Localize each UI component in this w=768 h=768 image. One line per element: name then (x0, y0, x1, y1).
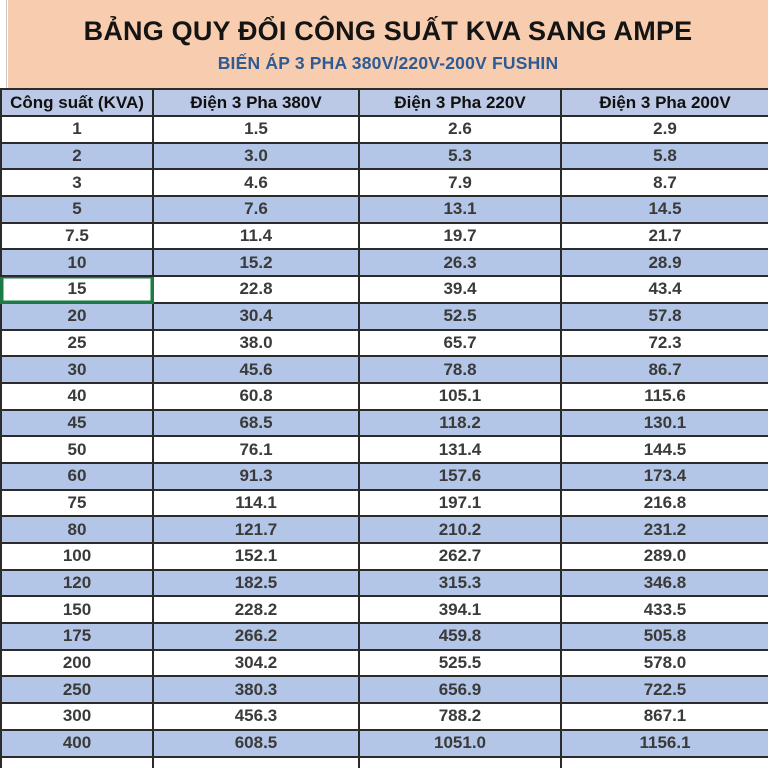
kva-cell[interactable]: 60 (1, 463, 153, 490)
ampere-cell[interactable]: 182.5 (153, 570, 359, 597)
table-body (1, 116, 768, 768)
table-row (1, 650, 768, 677)
ampere-cell[interactable]: 505.8 (561, 623, 768, 650)
ampere-cell[interactable]: 60.8 (153, 383, 359, 410)
ampere-cell[interactable]: 118.2 (359, 410, 561, 437)
ampere-cell[interactable]: 43.4 (561, 276, 768, 303)
table-row (1, 543, 768, 570)
ampere-cell[interactable]: 346.8 (561, 570, 768, 597)
table-row (1, 676, 768, 703)
kva-cell[interactable]: 45 (1, 410, 153, 437)
table-row (1, 516, 768, 543)
ampere-cell[interactable]: 45.6 (153, 356, 359, 383)
kva-cell[interactable]: 10 (1, 249, 153, 276)
kva-cell[interactable]: 400 (1, 730, 153, 757)
table-row (1, 276, 768, 303)
ampere-cell[interactable]: 4.6 (153, 169, 359, 196)
kva-cell[interactable]: 250 (1, 676, 153, 703)
kva-cell[interactable]: 2 (1, 143, 153, 170)
kva-cell[interactable]: 25 (1, 330, 153, 357)
kva-cell[interactable]: 75 (1, 490, 153, 517)
ampere-cell[interactable]: 13.1 (359, 196, 561, 223)
ampere-cell[interactable]: 19.7 (359, 223, 561, 250)
ampere-cell[interactable]: 14.5 (561, 196, 768, 223)
selected-kva-cell[interactable]: 15 (1, 276, 153, 303)
ampere-cell[interactable]: 57.8 (561, 303, 768, 330)
table-row (1, 143, 768, 170)
ampere-cell[interactable]: 28.9 (561, 249, 768, 276)
empty-cell[interactable] (153, 757, 359, 768)
ampere-cell[interactable]: 157.6 (359, 463, 561, 490)
ampere-cell[interactable]: 130.1 (561, 410, 768, 437)
ampere-cell[interactable]: 394.1 (359, 596, 561, 623)
table-row (1, 730, 768, 757)
ampere-cell[interactable]: 39.4 (359, 276, 561, 303)
ampere-cell[interactable]: 867.1 (561, 703, 768, 730)
kva-cell[interactable]: 5 (1, 196, 153, 223)
ampere-cell[interactable]: 15.2 (153, 249, 359, 276)
ampere-cell[interactable]: 114.1 (153, 490, 359, 517)
table-row (1, 596, 768, 623)
ampere-cell[interactable]: 76.1 (153, 436, 359, 463)
page-subtitle: BIẾN ÁP 3 PHA 380V/220V-200V FUSHIN (217, 52, 559, 73)
ampere-cell[interactable]: 52.5 (359, 303, 561, 330)
ampere-cell[interactable]: 115.6 (561, 383, 768, 410)
ampere-cell[interactable]: 86.7 (561, 356, 768, 383)
cutoff-row (1, 757, 768, 768)
ampere-cell[interactable]: 152.1 (153, 543, 359, 570)
empty-cell[interactable] (359, 757, 561, 768)
ampere-cell[interactable]: 210.2 (359, 516, 561, 543)
ampere-cell[interactable]: 7.6 (153, 196, 359, 223)
ampere-cell[interactable]: 459.8 (359, 623, 561, 650)
ampere-cell[interactable]: 525.5 (359, 650, 561, 677)
kva-cell[interactable]: 300 (1, 703, 153, 730)
kva-cell[interactable]: 120 (1, 570, 153, 597)
ampere-cell[interactable]: 304.2 (153, 650, 359, 677)
table-row (1, 463, 768, 490)
kva-cell[interactable]: 100 (1, 543, 153, 570)
ampere-cell[interactable]: 315.3 (359, 570, 561, 597)
table-row (1, 330, 768, 357)
empty-cell[interactable] (1, 757, 153, 768)
ampere-cell[interactable]: 11.4 (153, 223, 359, 250)
ampere-cell[interactable]: 608.5 (153, 730, 359, 757)
ampere-cell[interactable]: 131.4 (359, 436, 561, 463)
col-header-kva[interactable]: Công suất (KVA) (1, 89, 153, 116)
ampere-cell[interactable]: 656.9 (359, 676, 561, 703)
table-header-row (1, 89, 768, 116)
ampere-cell[interactable]: 262.7 (359, 543, 561, 570)
kva-cell[interactable]: 150 (1, 596, 153, 623)
kva-cell[interactable]: 20 (1, 303, 153, 330)
col-header-380v[interactable]: Điện 3 Pha 380V (153, 89, 359, 116)
ampere-cell[interactable]: 3.0 (153, 143, 359, 170)
kva-to-ampere-table (0, 88, 768, 768)
table-row (1, 116, 768, 143)
kva-cell[interactable]: 3 (1, 169, 153, 196)
ampere-cell[interactable]: 8.7 (561, 169, 768, 196)
ampere-cell[interactable]: 380.3 (153, 676, 359, 703)
ampere-cell[interactable]: 788.2 (359, 703, 561, 730)
table-row (1, 169, 768, 196)
ampere-cell[interactable]: 289.0 (561, 543, 768, 570)
table-row (1, 570, 768, 597)
kva-cell[interactable]: 50 (1, 436, 153, 463)
table-row (1, 223, 768, 250)
ampere-cell[interactable]: 38.0 (153, 330, 359, 357)
table-row (1, 249, 768, 276)
table-row (1, 490, 768, 517)
ampere-cell[interactable]: 5.3 (359, 143, 561, 170)
ampere-cell[interactable]: 2.6 (359, 116, 561, 143)
page-title: BẢNG QUY ĐỔI CÔNG SUẤT KVA SANG AMPE (83, 16, 693, 47)
kva-cell[interactable]: 30 (1, 356, 153, 383)
table-row (1, 303, 768, 330)
ampere-cell[interactable]: 1.5 (153, 116, 359, 143)
col-header-220v[interactable]: Điện 3 Pha 220V (359, 89, 561, 116)
ampere-cell[interactable]: 722.5 (561, 676, 768, 703)
ampere-cell[interactable]: 68.5 (153, 410, 359, 437)
kva-cell[interactable]: 7.5 (1, 223, 153, 250)
ampere-cell[interactable]: 72.3 (561, 330, 768, 357)
ampere-cell[interactable]: 231.2 (561, 516, 768, 543)
ampere-cell[interactable]: 456.3 (153, 703, 359, 730)
ampere-cell[interactable]: 22.8 (153, 276, 359, 303)
ampere-cell[interactable]: 78.8 (359, 356, 561, 383)
ampere-cell[interactable]: 1051.0 (359, 730, 561, 757)
ampere-cell[interactable]: 26.3 (359, 249, 561, 276)
ampere-cell[interactable]: 5.8 (561, 143, 768, 170)
ampere-cell[interactable]: 266.2 (153, 623, 359, 650)
ampere-cell[interactable]: 7.9 (359, 169, 561, 196)
ampere-cell[interactable]: 197.1 (359, 490, 561, 517)
ampere-cell[interactable]: 121.7 (153, 516, 359, 543)
table-header-banner (8, 0, 768, 88)
table-row (1, 356, 768, 383)
col-header-200v[interactable]: Điện 3 Pha 200V (561, 89, 768, 116)
ampere-cell[interactable]: 578.0 (561, 650, 768, 677)
kva-cell[interactable]: 1 (1, 116, 153, 143)
ampere-cell[interactable]: 433.5 (561, 596, 768, 623)
table-row (1, 410, 768, 437)
ampere-cell[interactable]: 173.4 (561, 463, 768, 490)
table-row (1, 703, 768, 730)
ampere-cell[interactable]: 216.8 (561, 490, 768, 517)
sheet-edge-line (6, 0, 7, 88)
ampere-cell[interactable]: 144.5 (561, 436, 768, 463)
ampere-cell[interactable]: 105.1 (359, 383, 561, 410)
empty-cell[interactable] (561, 757, 768, 768)
kva-cell[interactable]: 40 (1, 383, 153, 410)
kva-cell[interactable]: 80 (1, 516, 153, 543)
table-row (1, 436, 768, 463)
kva-cell[interactable]: 175 (1, 623, 153, 650)
ampere-cell[interactable]: 1156.1 (561, 730, 768, 757)
table-row (1, 383, 768, 410)
ampere-cell[interactable]: 91.3 (153, 463, 359, 490)
ampere-cell[interactable]: 21.7 (561, 223, 768, 250)
table-row (1, 196, 768, 223)
table-row (1, 623, 768, 650)
ampere-cell[interactable]: 2.9 (561, 116, 768, 143)
ampere-cell[interactable]: 65.7 (359, 330, 561, 357)
ampere-cell[interactable]: 30.4 (153, 303, 359, 330)
ampere-cell[interactable]: 228.2 (153, 596, 359, 623)
kva-cell[interactable]: 200 (1, 650, 153, 677)
